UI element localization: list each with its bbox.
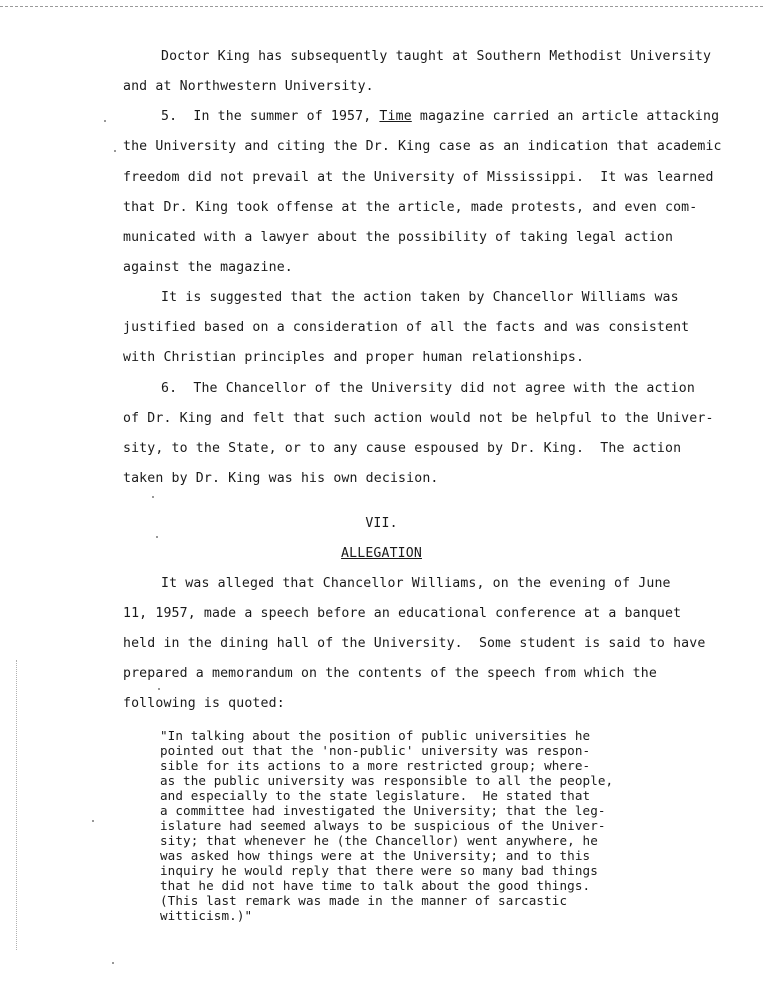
quote-line: (This last remark was made in the manner of sarcastic [160, 893, 568, 908]
quote-line: and especially to the state legislature. He stated that [160, 788, 591, 803]
text-line: following is quoted: [123, 696, 285, 711]
quote-line: islature had seemed always to be suspicious of the Univer- [160, 818, 606, 833]
text-line: Doctor King has subsequently taught at Southern Methodist University [161, 49, 712, 64]
section-heading-text: ALLEGATION [341, 546, 422, 561]
quote-line: was asked how things were at the University; and to this [160, 848, 591, 863]
text-line: freedom did not prevail at the University of Mississippi. It was learned [123, 170, 714, 185]
text-line: sity, to the State, or to any cause espoused by Dr. King. The action [123, 441, 682, 456]
text-line: 11, 1957, made a speech before an educational conference at a banquet [123, 606, 682, 621]
scan-speck [158, 688, 160, 690]
quote-line: inquiry he would reply that there were so many bad things [160, 863, 598, 878]
text-line: municated with a lawyer about the possibility of taking legal action [123, 230, 674, 245]
scan-speck [104, 120, 106, 122]
text-line: prepared a memorandum on the contents of the speech from which the [123, 666, 657, 681]
text-line: the University and citing the Dr. King case as an indication that academic [123, 139, 722, 154]
quote-line: pointed out that the 'non-public' university was respon- [160, 743, 591, 758]
scan-speck [114, 150, 116, 152]
quote-line: as the public university was responsible to all the people, [160, 773, 614, 788]
text-line: 6. The Chancellor of the University did not agree with the action [161, 381, 695, 396]
text-line: held in the dining hall of the University. Some student is said to have [123, 636, 706, 651]
text-line [161, 109, 719, 125]
quote-line: witticism.)" [160, 908, 253, 923]
text-line: against the magazine. [123, 260, 293, 275]
text-line: of Dr. King and felt that such action would not be helpful to the Univer- [123, 411, 714, 426]
text-line: that Dr. King took offense at the article, made protests, and even com- [123, 200, 698, 215]
text-line: taken by Dr. King was his own decision. [123, 471, 439, 486]
magazine-title: Time [379, 109, 412, 124]
quote-line: sity; that whenever he (the Chancellor) went anywhere, he [160, 833, 598, 848]
quote-line: that he did not have time to talk about the good things. [160, 878, 591, 893]
text-span: 5. In the summer of 1957, [161, 109, 380, 124]
text-line: with Christian principles and proper human relationships. [123, 350, 585, 365]
text-span: magazine carried an article attacking [411, 109, 720, 124]
section-heading [0, 546, 763, 562]
text-line: It was alleged that Chancellor Williams, on the evening of June [161, 576, 671, 591]
page-top-perforation [0, 6, 763, 7]
text-line: It is suggested that the action taken by Chancellor Williams was [161, 290, 679, 305]
scan-speck [152, 496, 154, 498]
text-line: and at Northwestern University. [123, 79, 374, 94]
scan-speck [156, 536, 158, 538]
quote-line: "In talking about the position of public universities he [160, 728, 591, 743]
quote-line: sible for its actions to a more restricted group; where- [160, 758, 591, 773]
text-line: justified based on a consideration of all the facts and was consistent [123, 320, 690, 335]
scan-speck [92, 820, 94, 822]
scan-speck [112, 962, 114, 964]
quote-line: a committee had investigated the University; that the leg- [160, 803, 606, 818]
section-number: VII. [365, 516, 398, 531]
left-margin-dots [16, 660, 18, 950]
